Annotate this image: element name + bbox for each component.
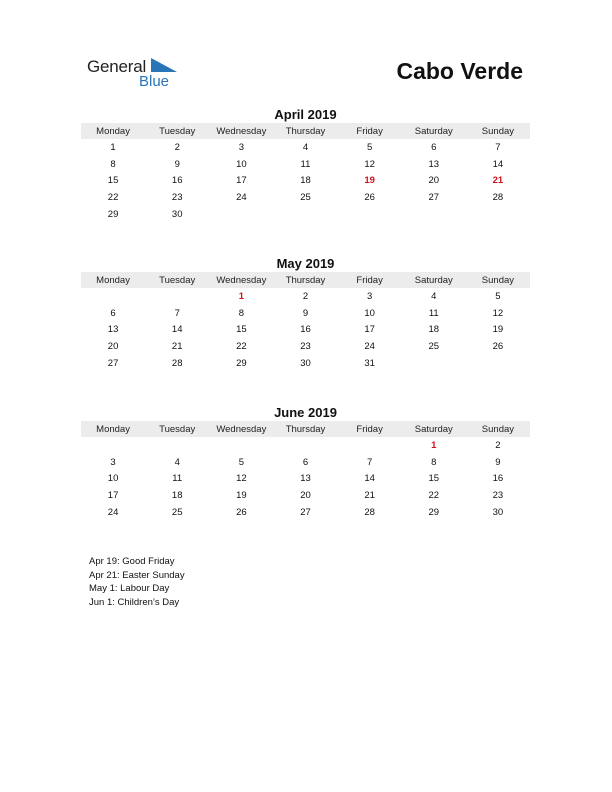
day-cell: 30 [492,507,504,519]
day-cell: 22 [236,341,247,353]
holiday-item: Apr 19: Good Friday [89,556,175,567]
empty-day-cell [402,355,466,372]
empty-day-cell [81,288,145,305]
empty-day-cell [402,206,466,223]
day-cell: 7 [495,141,501,153]
empty-day-cell [338,206,402,223]
week-row [81,305,530,322]
day-cell: 16 [492,473,504,485]
week-row [81,322,530,339]
empty-day-cell [466,355,530,372]
calendar-grid [81,421,530,521]
weekday-header: Tuesday [145,421,209,437]
week-row [81,437,530,454]
day-cell: 6 [302,456,309,468]
weekday-header: Sunday [466,272,530,288]
day-cell: 22 [107,192,119,204]
month-title: May 2019 [276,256,335,271]
day-cell: 5 [366,141,373,153]
day-cell: 5 [238,456,244,468]
logo-text-general: General [87,57,147,76]
weekday-header: Friday [338,123,402,139]
week-row [81,189,530,206]
day-cell: 5 [495,290,501,302]
empty-day-cell [145,288,209,305]
day-cell: 10 [236,158,247,170]
day-cell: 1 [431,439,437,451]
week-row [81,139,530,156]
weekday-header: Tuesday [145,123,209,139]
day-cell: 17 [236,175,247,187]
day-cell: 20 [300,490,311,502]
week-row [81,487,530,504]
weekday-header: Wednesday [209,421,273,437]
generalblue-logo [87,56,187,92]
empty-day-cell [209,206,273,223]
empty-day-cell [209,437,273,454]
day-cell: 16 [171,175,183,187]
day-cell: 28 [364,507,375,519]
day-cell: 20 [107,341,119,353]
day-cell: 24 [236,192,247,204]
day-cell: 20 [428,175,440,187]
day-cell: 2 [174,141,180,153]
day-cell: 26 [364,192,375,204]
week-row [81,206,530,223]
day-cell: 28 [171,358,183,370]
day-cell: 9 [302,307,309,319]
day-cell: 11 [172,473,183,485]
month-block-april [81,107,530,223]
day-cell: 27 [107,358,119,370]
weekday-header: Sunday [466,123,530,139]
day-cell: 29 [428,507,440,519]
month-title: April 2019 [274,107,337,122]
holiday-item: Jun 1: Children’s Day [89,596,180,608]
day-cell: 4 [431,290,437,302]
day-cell: 12 [364,158,375,170]
day-cell: 7 [174,307,180,319]
weekday-header: Saturday [402,272,466,288]
day-cell: 8 [431,456,437,468]
empty-day-cell [338,437,402,454]
day-cell: 30 [171,209,183,221]
weekday-header: Saturday [402,421,466,437]
day-cell: 14 [364,473,375,485]
day-cell: 11 [300,158,311,170]
day-cell: 15 [428,473,440,485]
day-cell: 27 [300,507,311,519]
day-cell: 19 [236,490,247,502]
month-title: June 2019 [274,405,337,420]
week-row [81,454,530,471]
weekday-header: Monday [81,272,145,288]
logo-text-blue: Blue [139,73,170,90]
weekday-header: Friday [338,421,402,437]
day-cell: 3 [110,456,116,468]
day-cell: 28 [492,192,504,204]
day-cell: 23 [492,490,504,502]
day-cell: 4 [174,456,180,468]
day-cell: 3 [366,290,373,302]
weekday-header: Thursday [273,272,337,288]
day-cell: 13 [107,324,119,336]
weekday-header: Wednesday [209,272,273,288]
week-row [81,288,530,305]
weekday-header: Saturday [402,123,466,139]
day-cell: 16 [300,324,311,336]
day-cell: 21 [171,341,183,353]
day-cell: 25 [171,507,183,519]
week-row [81,173,530,190]
country-title: Cabo Verde [396,58,523,84]
weekday-header: Monday [81,123,145,139]
weekday-header: Friday [338,272,402,288]
day-cell: 8 [110,158,116,170]
day-cell: 22 [428,490,440,502]
week-row [81,471,530,488]
day-cell: 6 [110,307,116,319]
day-cell: 14 [492,158,504,170]
day-cell: 12 [236,473,247,485]
day-cell: 19 [364,175,375,187]
day-cell: 1 [238,290,244,302]
day-cell: 13 [428,158,440,170]
day-cell: 23 [171,192,183,204]
weekday-header: Monday [81,421,145,437]
day-cell: 26 [492,341,504,353]
day-cell: 29 [107,209,119,221]
day-cell: 21 [492,175,504,187]
day-cell: 17 [107,490,119,502]
day-cell: 30 [300,358,311,370]
day-cell: 9 [174,158,180,170]
day-cell: 19 [492,324,504,336]
day-cell: 15 [236,324,247,336]
calendar-grid [81,123,530,223]
week-row [81,156,530,173]
day-cell: 13 [300,473,311,485]
day-cell: 24 [364,341,375,353]
day-cell: 24 [107,507,119,519]
day-cell: 2 [495,439,501,451]
day-cell: 8 [238,307,244,319]
day-cell: 15 [107,175,119,187]
day-cell: 27 [428,192,440,204]
day-cell: 14 [171,324,183,336]
week-row [81,338,530,355]
day-cell: 9 [495,456,501,468]
day-cell: 12 [492,307,504,319]
week-row [81,355,530,372]
day-cell: 25 [300,192,311,204]
day-cell: 18 [428,324,440,336]
day-cell: 21 [364,490,375,502]
day-cell: 17 [364,324,375,336]
week-row [81,504,530,521]
weekday-header: Sunday [466,421,530,437]
empty-day-cell [273,206,337,223]
weekday-header: Tuesday [145,272,209,288]
day-cell: 1 [110,141,116,153]
day-cell: 3 [238,141,244,153]
weekday-header: Wednesday [209,123,273,139]
day-cell: 18 [300,175,311,187]
weekday-header: Thursday [273,421,337,437]
day-cell: 29 [236,358,247,370]
calendar-grid [81,272,530,372]
day-cell: 11 [428,307,439,319]
holiday-item: Apr 21: Easter Sunday [89,569,185,581]
holiday-item: May 1: Labour Day [89,583,170,595]
day-cell: 2 [302,290,309,302]
day-cell: 25 [428,341,440,353]
day-cell: 18 [171,490,183,502]
holiday-list [89,555,185,609]
month-block-may [81,256,530,372]
empty-day-cell [273,437,337,454]
empty-day-cell [81,437,145,454]
day-cell: 7 [366,456,373,468]
day-cell: 10 [107,473,119,485]
day-cell: 10 [364,307,375,319]
month-block-june [81,405,530,521]
day-cell: 4 [302,141,309,153]
day-cell: 26 [236,507,247,519]
day-cell: 23 [300,341,311,353]
weekday-header: Thursday [273,123,337,139]
empty-day-cell [145,437,209,454]
empty-day-cell [466,206,530,223]
day-cell: 6 [431,141,437,153]
day-cell: 31 [364,358,375,370]
logo-triangle-icon [151,58,177,72]
